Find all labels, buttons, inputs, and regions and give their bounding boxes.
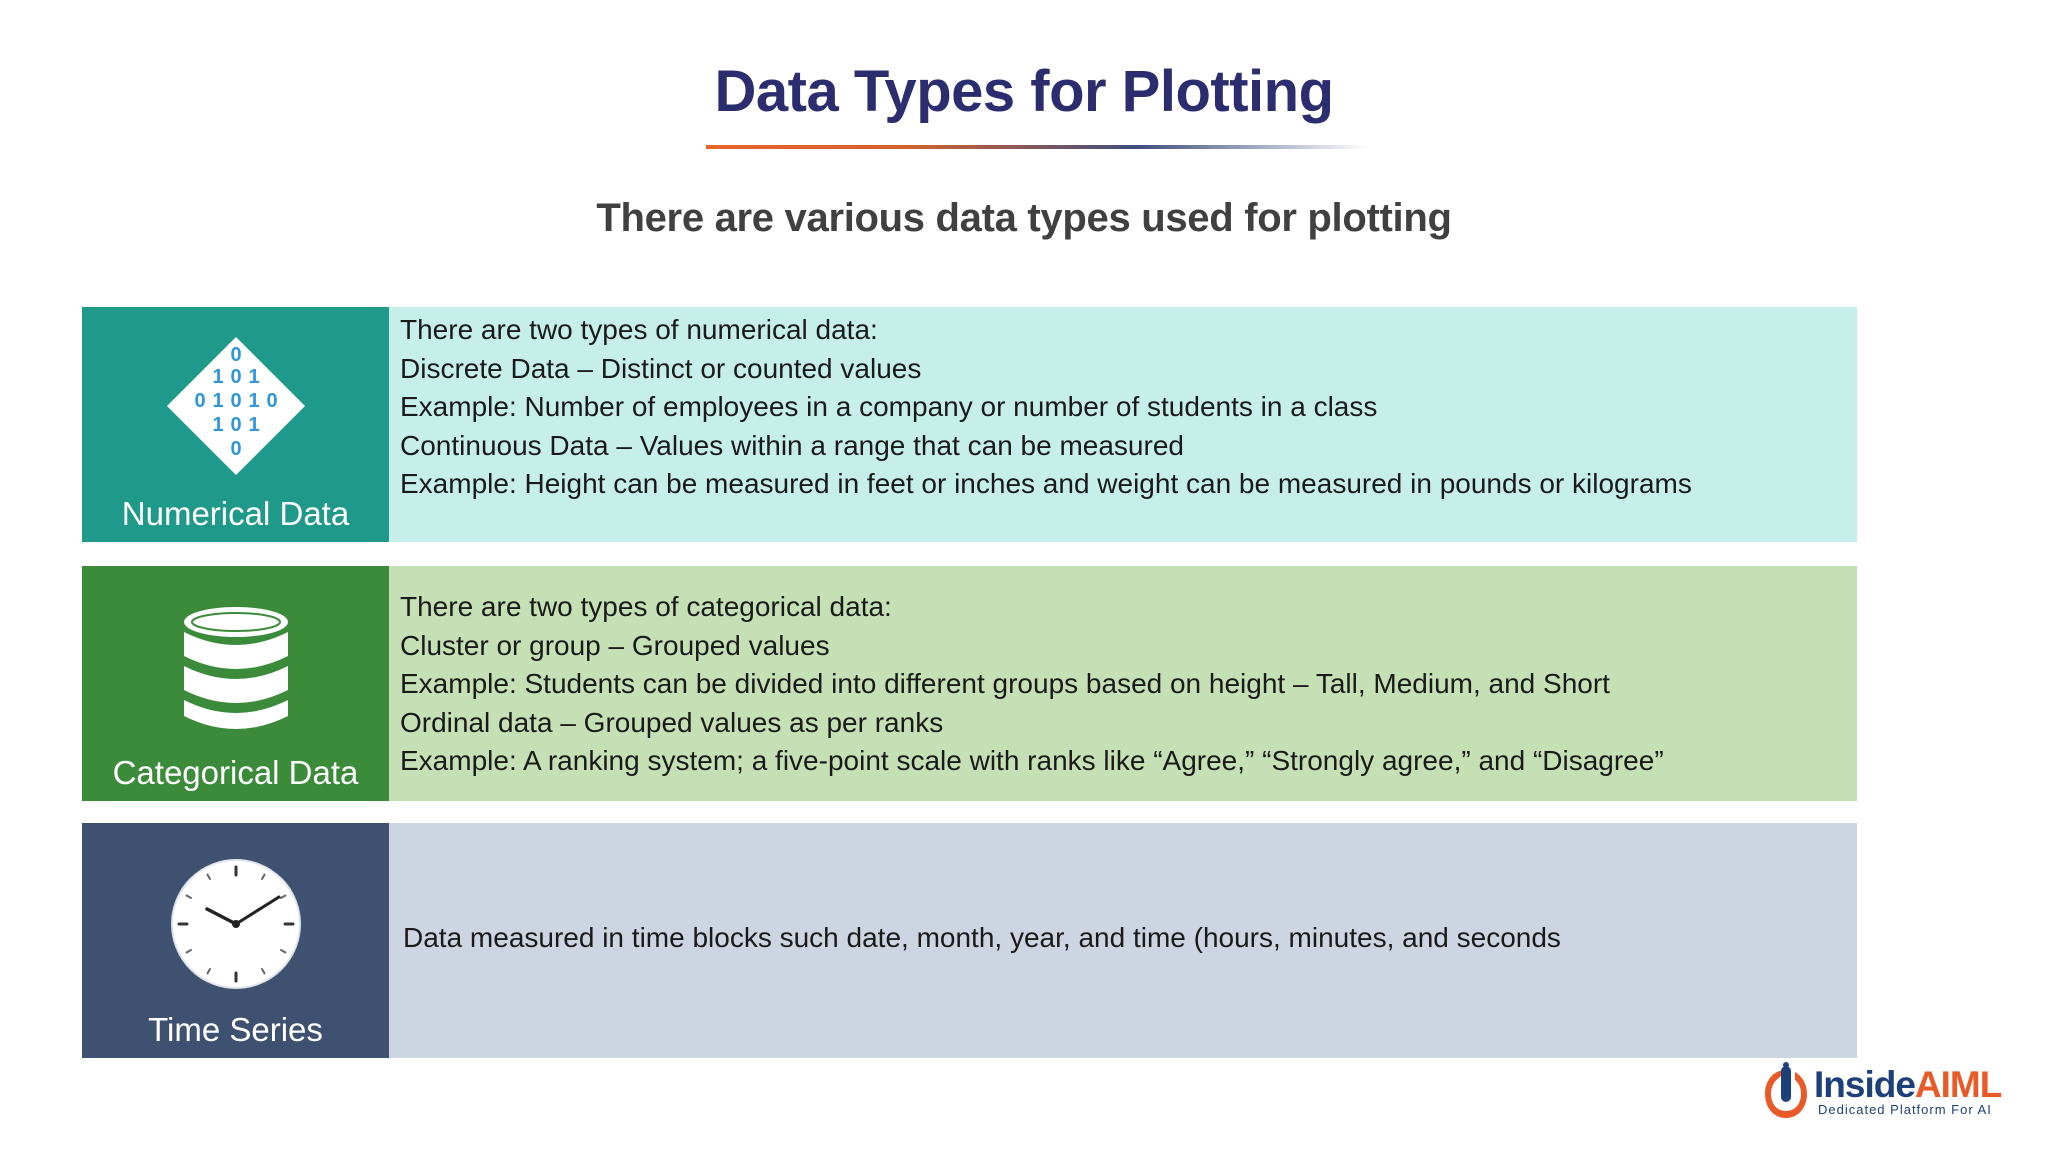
- database-icon: [176, 602, 296, 742]
- binary-digit: 0: [265, 390, 278, 412]
- description-line: Example: Number of employees in a company or number of students in a class: [400, 391, 1378, 422]
- description-line: Example: A ranking system; a five-point scale with ranks like “Agree,” “Strongly agree,” and “Disagree”: [400, 745, 1664, 776]
- logo-word-aiml: AIML: [1914, 1064, 2002, 1105]
- description-line: There are two types of numerical data:: [400, 314, 878, 345]
- description-line: Discrete Data – Distinct or counted values: [400, 352, 922, 384]
- time-series-row: [82, 823, 1857, 1058]
- description-line: Cluster or group – Grouped values: [400, 629, 830, 661]
- binary-digit: 1: [211, 390, 224, 412]
- binary-digit: 1: [247, 390, 260, 412]
- slide-title: Data Types for Plotting: [714, 59, 1334, 124]
- binary-digit: 0: [229, 390, 242, 412]
- clock-icon: [169, 857, 303, 991]
- binary-diamond-icon: [161, 331, 311, 481]
- binary-digit: 0: [193, 390, 206, 412]
- binary-digit: 0: [229, 366, 242, 388]
- description-line: Ordinal data – Grouped values as per ranks: [400, 706, 944, 738]
- categorical-data-row: [82, 566, 1857, 801]
- binary-digit: 1: [211, 366, 224, 388]
- binary-digit: 0: [229, 414, 242, 436]
- binary-digit: 0: [229, 438, 242, 460]
- description-line: Continuous Data – Values within a range that can be measured: [400, 429, 1184, 461]
- time-series-label: Time Series: [148, 1011, 323, 1048]
- slide-subtitle: There are various data types used for plotting: [596, 196, 1452, 240]
- numerical-data-row: [82, 307, 1857, 542]
- time-series-label-box: [82, 823, 389, 1058]
- insideaiml-logo-mark: [1762, 1062, 1810, 1120]
- logo-tagline: Dedicated Platform For AI: [1818, 1102, 1992, 1117]
- insideaiml-logo: [1762, 1062, 2022, 1122]
- description-line: Data measured in time blocks such date, month, year, and time (hours, minutes, and seconds: [403, 922, 1561, 954]
- binary-digit: 1: [211, 414, 224, 436]
- description-line: There are two types of categorical data:: [400, 591, 892, 622]
- logo-word-inside: Inside: [1814, 1064, 1915, 1105]
- categorical-data-label: Categorical Data: [112, 754, 359, 791]
- title-underline: [706, 145, 1368, 149]
- insideaiml-wordmark: [1814, 1064, 2001, 1106]
- description-line: Example: Students can be divided into different groups based on height – Tall, Medium, and Short: [400, 668, 1610, 699]
- numerical-data-label: Numerical Data: [121, 495, 350, 532]
- numerical-data-description: [389, 307, 1857, 542]
- categorical-data-label-box: [82, 566, 389, 801]
- binary-digit: 1: [247, 414, 260, 436]
- binary-digit: 1: [247, 366, 260, 388]
- categorical-data-description: [389, 566, 1857, 801]
- description-line: Example: Height can be measured in feet or inches and weight can be measured in pounds or kilograms: [400, 468, 1692, 499]
- time-series-description: [389, 823, 1857, 1058]
- numerical-data-label-box: [82, 307, 389, 542]
- binary-digit: 0: [229, 344, 242, 366]
